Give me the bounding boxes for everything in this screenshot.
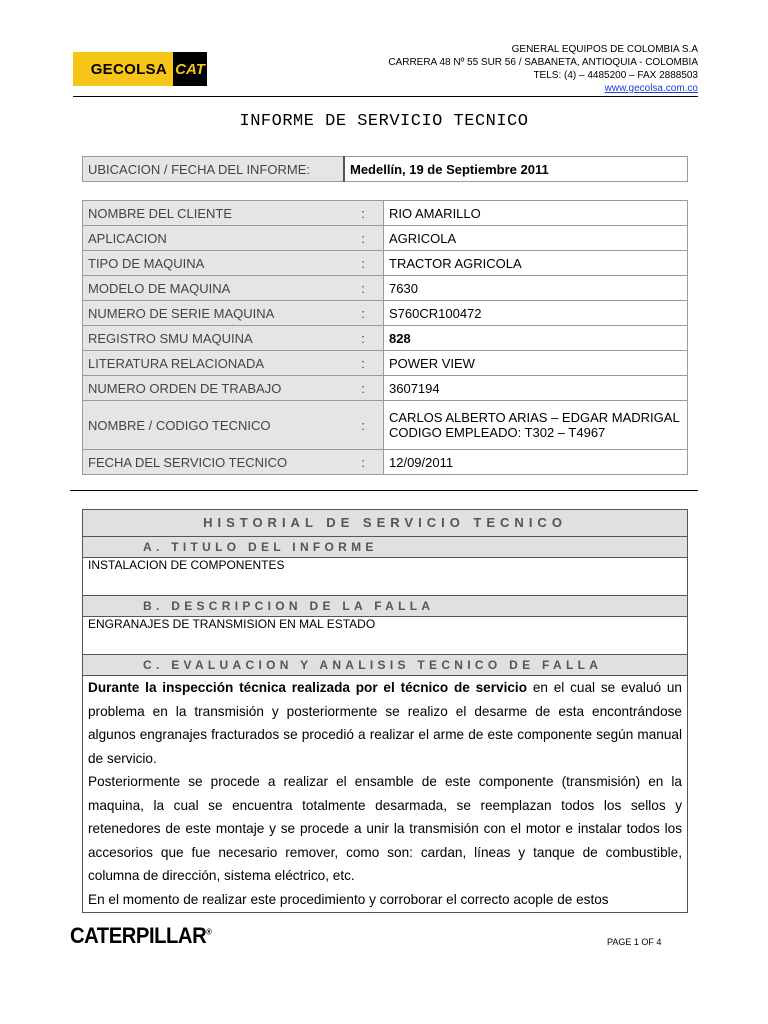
field-label: NUMERO DE SERIE MAQUINA: [83, 301, 344, 326]
field-label: REGISTRO SMU MAQUINA: [83, 326, 344, 351]
paragraph-1: [88, 676, 682, 770]
report-location-row: [83, 157, 688, 182]
document-title: INFORME DE SERVICIO TECNICO: [239, 112, 529, 131]
machine-model-value: 7630: [384, 276, 688, 301]
section-a-text: INSTALACION DE COMPONENTES: [83, 558, 687, 596]
page-number: PAGE 1 OF 4: [607, 937, 662, 947]
company-info: [388, 43, 698, 95]
report-location-value: Medellín, 19 de Septiembre 2011: [344, 157, 688, 182]
technician-codes: CODIGO EMPLEADO: T302 – T4967: [389, 425, 606, 440]
section-b-heading: B. DESCRIPCION DE LA FALLA: [83, 596, 687, 617]
service-history-section: [82, 509, 688, 913]
literature-value: POWER VIEW: [384, 351, 688, 376]
company-phones: TELS: (4) – 4485200 – FAX 2888503: [533, 70, 698, 81]
field-colon: :: [343, 376, 384, 401]
section-divider: [70, 490, 698, 491]
work-order-value: 3607194: [384, 376, 688, 401]
field-label: TIPO DE MAQUINA: [83, 251, 344, 276]
technician-value: [384, 401, 688, 450]
registered-mark: ®: [206, 927, 212, 937]
caterpillar-logo: [70, 923, 211, 949]
smu-value: 828: [384, 326, 688, 351]
field-colon: :: [343, 251, 384, 276]
table-row: [83, 276, 688, 301]
field-colon: :: [343, 351, 384, 376]
table-row: [83, 301, 688, 326]
service-date-value: 12/09/2011: [384, 450, 688, 475]
caterpillar-logo-text: CATERPILLAR: [70, 923, 207, 948]
section-c-body: [83, 676, 687, 912]
table-row: [83, 351, 688, 376]
logo-cat-text: CAT: [173, 52, 207, 86]
section-a-heading: A. TITULO DEL INFORME: [83, 537, 687, 558]
company-address: CARRERA 48 Nº 55 SUR 56 / SABANETA, ANTIOQUIA - COLOMBIA: [388, 57, 698, 68]
table-row: [83, 251, 688, 276]
field-colon: :: [343, 326, 384, 351]
company-name: GENERAL EQUIPOS DE COLOMBIA S.A: [511, 44, 698, 55]
field-colon: :: [343, 401, 384, 450]
field-colon: :: [343, 201, 384, 226]
field-label: NOMBRE / CODIGO TECNICO: [83, 401, 344, 450]
field-label: NOMBRE DEL CLIENTE: [83, 201, 344, 226]
field-label: APLICACION: [83, 226, 344, 251]
paragraph-2: Posteriormente se procede a realizar el ensamble de este componente (transmisión) en la maquina, la cual se encuentra totalmente desarmada, se reemplazan todos los sellos y retenedores de este montaje y se procede a unir la transmisión con el motor e instalar todos los accesorios que fue necesario remover, como son: cardan, líneas y tanque de combustible, columna de dirección, sistema eléctrico, etc.: [88, 774, 682, 883]
field-colon: :: [343, 301, 384, 326]
section-b-text: ENGRANAJES DE TRANSMISION EN MAL ESTADO: [83, 617, 687, 655]
field-colon: :: [343, 276, 384, 301]
gecolsa-cat-logo: [73, 52, 207, 86]
header-divider: [73, 96, 698, 97]
table-row: [83, 326, 688, 351]
field-colon: :: [343, 450, 384, 475]
field-colon: :: [343, 226, 384, 251]
section-c-heading: C. EVALUACION Y ANALISIS TECNICO DE FALLA: [83, 655, 687, 676]
paragraph-1-text: en el cual se evaluó un problema en la transmisión y posteriormente se realizo el desarme de esta encontrándose algunos engranajes fracturados se procedió a realizar el arme de este componente según manual de servicio.: [88, 680, 682, 766]
table-row: [83, 450, 688, 475]
table-row: [83, 376, 688, 401]
table-row: [83, 226, 688, 251]
table-row: [83, 201, 688, 226]
paragraph-1-bold: Durante la inspección técnica realizada por el técnico de servicio: [88, 680, 528, 695]
company-website-link[interactable]: www.gecolsa.com.co: [604, 83, 698, 94]
field-label: FECHA DEL SERVICIO TECNICO: [83, 450, 344, 475]
history-heading: HISTORIAL DE SERVICIO TECNICO: [83, 510, 687, 537]
table-row: [83, 401, 688, 450]
field-label: NUMERO ORDEN DE TRABAJO: [83, 376, 344, 401]
paragraph-3: En el momento de realizar este procedimiento y corroborar el correcto acople de estos: [88, 891, 609, 907]
report-location-label: UBICACION / FECHA DEL INFORME:: [83, 157, 345, 182]
field-label: LITERATURA RELACIONADA: [83, 351, 344, 376]
technician-names: CARLOS ALBERTO ARIAS – EDGAR MADRIGAL: [389, 410, 680, 425]
client-name-value: RIO AMARILLO: [384, 201, 688, 226]
logo-gecolsa-text: GECOLSA: [73, 52, 173, 86]
machine-info-table: [82, 200, 688, 475]
report-location-table: [82, 156, 688, 182]
field-label: MODELO DE MAQUINA: [83, 276, 344, 301]
machine-type-value: TRACTOR AGRICOLA: [384, 251, 688, 276]
serial-number-value: S760CR100472: [384, 301, 688, 326]
application-value: AGRICOLA: [384, 226, 688, 251]
